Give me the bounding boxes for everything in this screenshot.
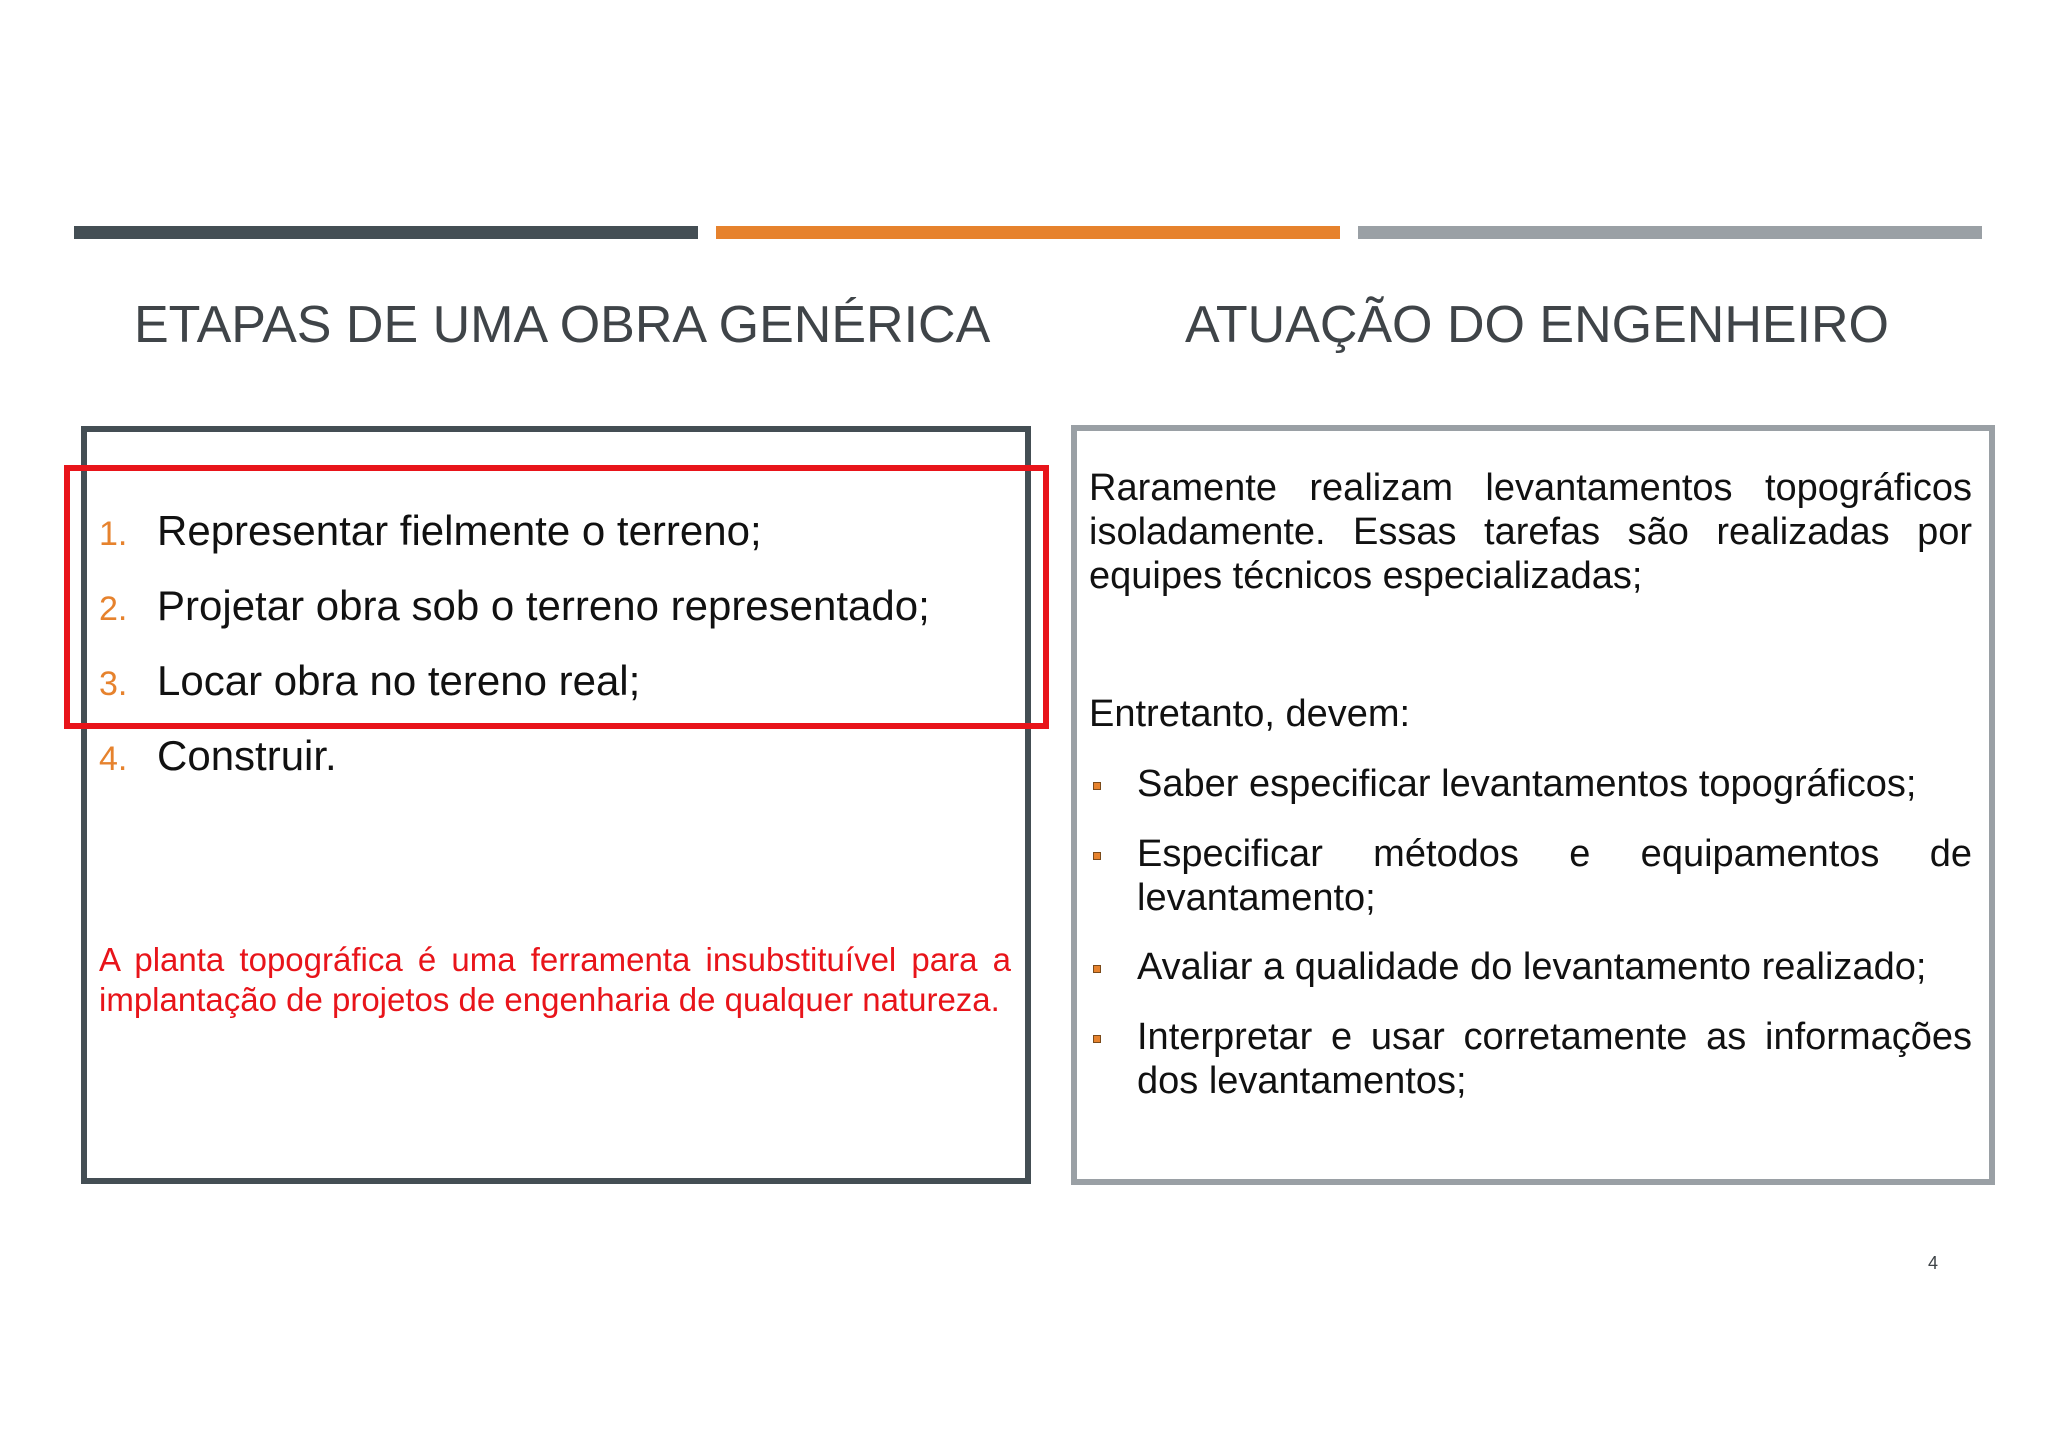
step-number: 2. [99, 590, 128, 628]
accent-bar-gray [1358, 226, 1982, 239]
accent-bar-orange [716, 226, 1340, 239]
right-heading: ATUAÇÃO DO ENGENHEIRO [1185, 296, 1890, 354]
bullet-item [1089, 832, 1972, 920]
square-bullet-icon [1093, 1035, 1101, 1043]
accent-bar-dark [74, 226, 698, 239]
bullet-item [1089, 762, 1972, 806]
step-text: Projetar obra sob o terreno representado; [157, 582, 930, 629]
bullet-text: Saber especificar levantamentos topográficos; [1137, 763, 1917, 805]
note-text: A planta topográfica é uma ferramenta insubstituível para a implantação de projetos de engenharia de qualquer natureza. [99, 941, 1011, 1018]
step-number: 3. [99, 665, 128, 703]
bullet-text: Avaliar a qualidade do levantamento realizado; [1137, 946, 1927, 988]
square-bullet-icon [1093, 965, 1101, 973]
left-heading: ETAPAS DE UMA OBRA GENÉRICA [134, 296, 991, 354]
step-item [99, 725, 930, 800]
bullet-item [1089, 945, 1972, 989]
bullet-item [1089, 1015, 1972, 1103]
step-number: 4. [99, 740, 128, 778]
bullet-list [1089, 762, 1972, 1103]
square-bullet-icon [1093, 782, 1101, 790]
step-text: Representar fielmente o terreno; [157, 507, 762, 554]
square-bullet-icon [1093, 852, 1101, 860]
step-text: Construir. [157, 732, 337, 779]
bullet-text: Interpretar e usar corretamente as informações dos levantamentos; [1137, 1016, 1972, 1102]
page-number: 4 [1928, 1253, 1939, 1273]
step-number: 1. [99, 515, 128, 553]
step-text: Locar obra no tereno real; [157, 657, 641, 704]
intro-paragraph: Raramente realizam levantamentos topográficos isoladamente. Essas tarefas são realizadas por equipes técnicos especializadas; [1089, 467, 1972, 597]
highlight-rectangle [64, 465, 1049, 729]
bullet-text: Especificar métodos e equipamentos de levantamento; [1137, 833, 1972, 919]
subheading-text: Entretanto, devem: [1089, 693, 1411, 735]
